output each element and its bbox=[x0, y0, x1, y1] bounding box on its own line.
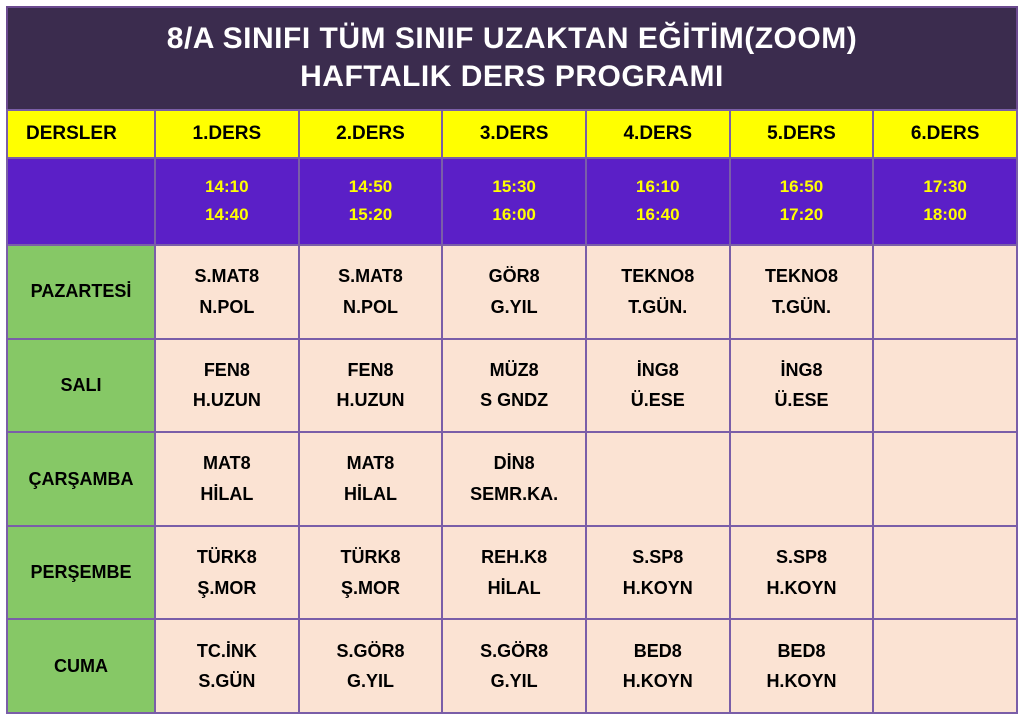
lesson-cell-tuesday-1 bbox=[155, 339, 299, 433]
lesson-course: S.MAT8 bbox=[194, 266, 260, 287]
lesson-cell-wednesday-1 bbox=[155, 432, 299, 526]
lesson-teacher: T.GÜN. bbox=[628, 296, 688, 317]
lesson-teacher: H.KOYN bbox=[622, 577, 693, 598]
weekly-schedule-table bbox=[6, 109, 1018, 714]
time-slot-3-start: 15:30 bbox=[492, 177, 536, 197]
lesson-cell-thursday-6 bbox=[873, 526, 1017, 620]
lesson-cell-monday-6 bbox=[873, 245, 1017, 339]
lesson-cell-friday-6 bbox=[873, 619, 1017, 713]
time-slot-1 bbox=[155, 158, 299, 245]
day-label-thursday: PERŞEMBE bbox=[7, 526, 155, 620]
lesson-teacher: G.YIL bbox=[346, 671, 394, 692]
lesson-course: TÜRK8 bbox=[196, 547, 257, 568]
time-slot-2-start: 14:50 bbox=[348, 177, 393, 197]
header-period-5: 5.DERS bbox=[730, 110, 874, 158]
lesson-teacher: S.GÜN bbox=[198, 671, 256, 692]
lesson-course: MAT8 bbox=[202, 453, 251, 474]
lesson-course: MÜZ8 bbox=[489, 359, 539, 380]
time-slot-4-end: 16:40 bbox=[636, 205, 680, 225]
lesson-course: S.MAT8 bbox=[338, 266, 403, 287]
lesson-teacher: H.UZUN bbox=[336, 390, 405, 411]
lesson-course: S.GÖR8 bbox=[336, 640, 405, 661]
lesson-cell-thursday-1 bbox=[155, 526, 299, 620]
lesson-cell-monday-4 bbox=[586, 245, 730, 339]
header-corner-label: DERSLER bbox=[7, 110, 155, 158]
lesson-teacher: T.GÜN. bbox=[771, 296, 831, 317]
lesson-course: S.SP8 bbox=[775, 547, 827, 568]
header-period-6: 6.DERS bbox=[873, 110, 1017, 158]
lesson-course: İNG8 bbox=[636, 359, 679, 380]
lesson-teacher: N.POL bbox=[199, 296, 255, 317]
lesson-course: REH.K8 bbox=[481, 547, 548, 568]
lesson-teacher: HİLAL bbox=[200, 484, 254, 505]
table-row bbox=[7, 619, 1017, 713]
table-row bbox=[7, 526, 1017, 620]
lesson-cell-wednesday-4 bbox=[586, 432, 730, 526]
lesson-cell-tuesday-3 bbox=[442, 339, 586, 433]
lesson-teacher: S GNDZ bbox=[480, 390, 549, 411]
lesson-teacher: G.YIL bbox=[490, 671, 538, 692]
lesson-course: BED8 bbox=[633, 640, 682, 661]
time-slot-2 bbox=[299, 158, 443, 245]
lesson-teacher: G.YIL bbox=[490, 296, 538, 317]
time-slot-4 bbox=[586, 158, 730, 245]
lesson-course: TEKNO8 bbox=[764, 266, 838, 287]
day-label-tuesday: SALI bbox=[7, 339, 155, 433]
lesson-teacher: Ş.MOR bbox=[197, 577, 257, 598]
lesson-course: FEN8 bbox=[203, 359, 250, 380]
lesson-teacher: H.KOYN bbox=[766, 671, 837, 692]
header-period-4: 4.DERS bbox=[586, 110, 730, 158]
time-slot-5 bbox=[730, 158, 874, 245]
time-slot-1-start: 14:10 bbox=[205, 177, 249, 197]
time-slot-4-start: 16:10 bbox=[636, 177, 680, 197]
lesson-teacher: Ü.ESE bbox=[630, 390, 685, 411]
table-row bbox=[7, 339, 1017, 433]
lesson-cell-friday-1 bbox=[155, 619, 299, 713]
table-row bbox=[7, 432, 1017, 526]
lesson-teacher: N.POL bbox=[342, 296, 398, 317]
time-slot-5-end: 17:20 bbox=[779, 205, 824, 225]
lesson-cell-thursday-3 bbox=[442, 526, 586, 620]
page-title bbox=[6, 6, 1018, 109]
lesson-cell-tuesday-4 bbox=[586, 339, 730, 433]
lesson-cell-thursday-4 bbox=[586, 526, 730, 620]
day-label-friday: CUMA bbox=[7, 619, 155, 713]
header-period-3: 3.DERS bbox=[442, 110, 586, 158]
time-slot-5-start: 16:50 bbox=[779, 177, 824, 197]
time-slot-1-end: 14:40 bbox=[205, 205, 249, 225]
day-label-monday: PAZARTESİ bbox=[7, 245, 155, 339]
lesson-cell-tuesday-2 bbox=[299, 339, 443, 433]
lesson-cell-friday-3 bbox=[442, 619, 586, 713]
lesson-course: DİN8 bbox=[493, 453, 535, 474]
lesson-cell-monday-2 bbox=[299, 245, 443, 339]
time-slot-3 bbox=[442, 158, 586, 245]
lesson-course: S.GÖR8 bbox=[480, 640, 549, 661]
lesson-course: FEN8 bbox=[347, 359, 394, 380]
lesson-cell-friday-5 bbox=[730, 619, 874, 713]
lesson-cell-monday-3 bbox=[442, 245, 586, 339]
time-slot-3-end: 16:00 bbox=[492, 205, 536, 225]
lesson-cell-tuesday-5 bbox=[730, 339, 874, 433]
lesson-course: İNG8 bbox=[780, 359, 823, 380]
lesson-course: MAT8 bbox=[346, 453, 395, 474]
lesson-course: BED8 bbox=[777, 640, 826, 661]
header-period-2: 2.DERS bbox=[299, 110, 443, 158]
lesson-cell-wednesday-3 bbox=[442, 432, 586, 526]
day-label-wednesday: ÇARŞAMBA bbox=[7, 432, 155, 526]
lesson-teacher: HİLAL bbox=[487, 577, 541, 598]
lesson-cell-monday-1 bbox=[155, 245, 299, 339]
lesson-teacher: Ü.ESE bbox=[774, 390, 829, 411]
lesson-cell-wednesday-2 bbox=[299, 432, 443, 526]
lesson-teacher: HİLAL bbox=[343, 484, 397, 505]
lesson-cell-wednesday-5 bbox=[730, 432, 874, 526]
lesson-cell-tuesday-6 bbox=[873, 339, 1017, 433]
lesson-cell-wednesday-6 bbox=[873, 432, 1017, 526]
time-slot-6 bbox=[873, 158, 1017, 245]
time-slot-6-end: 18:00 bbox=[923, 205, 967, 225]
page-title-line-1: 8/A SINIFI TÜM SINIF UZAKTAN EĞİTİM(ZOOM) bbox=[166, 22, 858, 55]
lesson-course: TEKNO8 bbox=[621, 266, 695, 287]
lesson-course: GÖR8 bbox=[488, 266, 540, 287]
lesson-course: S.SP8 bbox=[632, 547, 684, 568]
lesson-cell-thursday-2 bbox=[299, 526, 443, 620]
page-title-line-2: HAFTALIK DERS PROGRAMI bbox=[300, 59, 724, 93]
table-time-row bbox=[7, 158, 1017, 245]
lesson-cell-friday-4 bbox=[586, 619, 730, 713]
table-header-row bbox=[7, 110, 1017, 158]
lesson-cell-friday-2 bbox=[299, 619, 443, 713]
lesson-teacher: H.KOYN bbox=[622, 671, 693, 692]
time-slot-6-start: 17:30 bbox=[923, 177, 967, 197]
lesson-teacher: H.KOYN bbox=[766, 577, 837, 598]
time-corner-cell bbox=[7, 158, 155, 245]
lesson-teacher: Ş.MOR bbox=[340, 577, 400, 598]
table-row bbox=[7, 245, 1017, 339]
lesson-teacher: SEMR.KA. bbox=[470, 484, 559, 505]
lesson-course: TÜRK8 bbox=[340, 547, 401, 568]
time-slot-2-end: 15:20 bbox=[348, 205, 393, 225]
lesson-cell-thursday-5 bbox=[730, 526, 874, 620]
lesson-course: TC.İNK bbox=[196, 640, 257, 661]
lesson-teacher: H.UZUN bbox=[192, 390, 261, 411]
header-period-1: 1.DERS bbox=[155, 110, 299, 158]
lesson-cell-monday-5 bbox=[730, 245, 874, 339]
